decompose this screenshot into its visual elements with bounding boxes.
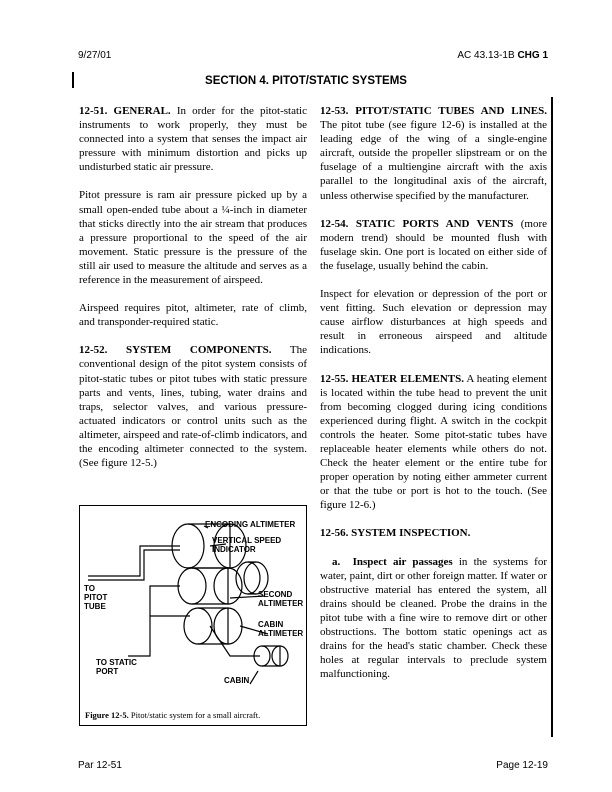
caption-label: Figure 12-5. [85,710,129,720]
paragraph-text: (more modern trend) should be mounted flush with fuselage skin. One port is located on either side of the fuselage, usually behind the cabin. [320,217,548,272]
paragraph-12-56 [320,526,547,540]
header-date: 9/27/01 [78,50,112,61]
item-heading: Inspect air passages [352,555,453,568]
section-title: SECTION 4. PITOT/STATIC SYSTEMS [205,75,407,87]
ac-number: AC 43.13-1B [457,50,515,61]
label-second-altimeter: SECOND ALTIMETER [258,590,304,608]
change-bar-right [551,97,553,737]
paragraph-text: A heating element is located within the tube head to prevent the unit from becoming clogged during icing conditions experienced during flight. A switch in the cockpit controls the heater. Some pitot-static tubes have replaceable heater elements while others do not. Check the heater element or the entire tube for proper operation by noting either ammeter current or that the tube or port is hot to the touch. (See figure 12-6.) [320,372,547,512]
paragraph-12-55 [320,372,547,513]
paragraph-12-52 [79,343,307,470]
paragraph-text: In order for the pitot-static instruments to work properly, they must be connected into a system that senses the impact air pressure with minimum distortion and picks up undisturbed static air pressure. [79,105,307,174]
paragraph-12-51 [79,104,307,174]
paragraph-heading: 12-52. SYSTEM COMPONENTS. [79,344,272,357]
label-cabin-altimeter: CABIN ALTIMETER [258,620,304,638]
caption-text: Pitot/static system for a small aircraft. [128,710,261,720]
paragraph-12-54 [320,217,547,273]
paragraph-inspect-port: Inspect for elevation or depression of the port or vent fitting. Such elevation or depression may cause airflow disturbances at high speeds and result in erroneous airspeed and altitude indications. [320,288,547,357]
paragraph-12-53 [320,104,547,203]
paragraph-airspeed: Airspeed requires pitot, altimeter, rate of climb, and transponder-required static. [79,302,307,329]
item-letter: a. [332,555,341,568]
paragraph-heading: 12-51. GENERAL. [79,105,171,117]
right-column [320,104,547,695]
label-cabin: CABIN [224,676,250,685]
paragraph-heading: 12-56. SYSTEM INSPECTION. [320,527,471,540]
label-static-port: TO STATIC PORT [96,658,137,676]
change-number: CHG 1 [517,50,548,61]
left-column [79,104,307,484]
figure-12-5 [79,505,307,726]
header-ac-number [457,50,548,61]
paragraph-text: The pitot tube (see figure 12-6) is installed at the leading edge of the wing of a single-engine aircraft, outside the propeller slipstream or on the fuselage of a multiengine aircraft with the axis parallel to the longitudinal axis of the aircraft, unless otherwise specified by the manufacturer. [320,119,547,202]
paragraph-text: in the systems for water, paint, dirt or other foreign matter. If water or obstructive material has entered the system, all drains should be cleaned. Probe the drains in the pitot tube with a fine wire to remove dirt or other obstructions. The bottom static openings act as drains for the head's static chamber. Check these holes at regular intervals to preclude system malfunctioning. [320,555,547,681]
figure-caption [85,710,260,720]
paragraph-heading: 12-55. HEATER ELEMENTS. [320,372,464,385]
paragraph-12-56a [320,555,547,682]
paragraph-text: The conventional design of the pitot system consists of pitot-static tubes or pitot tubes with static pressure parts and vents, lines, tubing, water drains and traps, selector valves, and various pressure-actuated indicators or control units such as the altimeter, airspeed and rate-of-climb indicators, and the encoding altimeter connected to the system. (See figure 12-5.) [79,344,307,470]
label-pitot-tube: TO PITOT TUBE [84,584,108,611]
footer-paragraph-ref: Par 12-51 [78,760,122,771]
label-vertical-speed-indicator: VERTICAL SPEED INDICATOR [212,536,282,554]
label-encoding-altimeter: ENCODING ALTIMETER [205,520,296,529]
footer-page-number: Page 12-19 [496,760,548,771]
paragraph-heading: 12-53. PITOT/STATIC TUBES AND LINES. [320,105,547,117]
paragraph-pitot-pressure: Pitot pressure is ram air pressure picked up by a small open-ended tube about a ¼-inch in diameter that sticks directly into the air stream that produces a pressure proportional to the speed of the air movement. Static pressure is the pressure of the still air used to measure the altitude and serves as a reference in the measurement of airspeed. [79,189,307,287]
paragraph-heading: 12-54. STATIC PORTS AND VENTS [320,217,514,230]
